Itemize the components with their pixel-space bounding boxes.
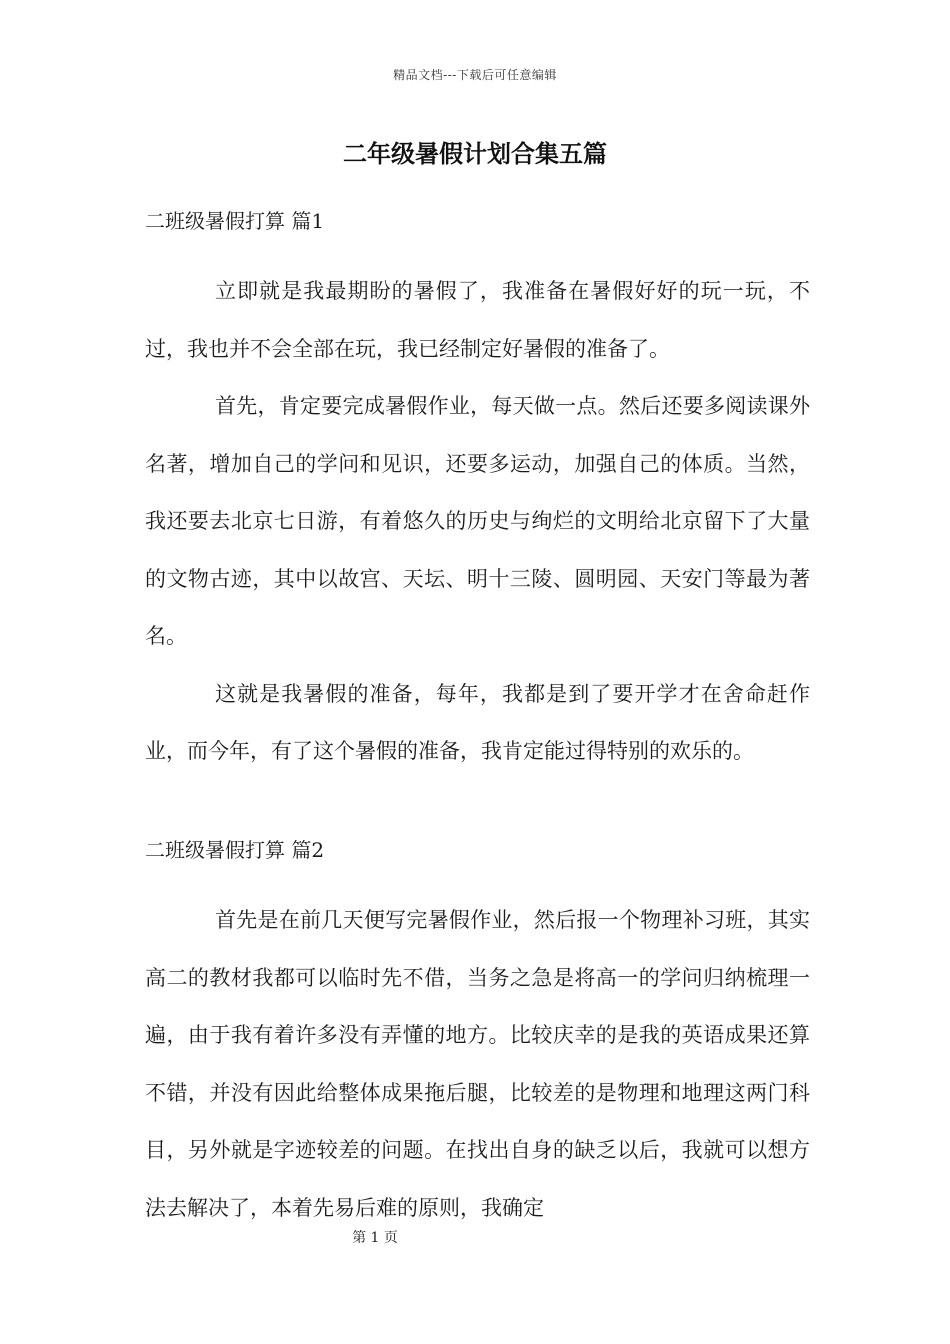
- paragraph: 首先是在前几天便写完暑假作业，然后报一个物理补习班，其实高二的教材我都可以临时先不借，当务之急是将高一的学问归纳梳理一遍，由于我有着许多没有弄懂的地方。比较庆幸的是我的英语成果还算不错，并没有因此给整体成果拖后腿，比较差的是物理和地理这两门科目，另外就是字迹较差的问题。在找出自身的缺乏以后，我就可以想方法去解决了，本着先易后难的原则，我确定: [145, 908, 810, 1220]
- paragraph: 这就是我暑假的准备，每年，我都是到了要开学才在舍命赶作业，而今年，有了这个暑假的准备，我肯定能过得特别的欢乐的。: [145, 681, 810, 763]
- paragraph: 立即就是我最期盼的暑假了，我准备在暑假好好的玩一玩，不过，我也并不会全部在玩，我已经制定好暑假的准备了。: [145, 279, 810, 361]
- page-header: 精品文档---下载后可任意编辑: [393, 68, 557, 82]
- section-1: [145, 207, 810, 781]
- page-number: 第 1 页: [352, 1230, 398, 1246]
- section-heading: 二班级暑假打算 篇1: [145, 209, 325, 233]
- section-2: [145, 836, 810, 1237]
- document-title: 二年级暑假计划合集五篇: [343, 139, 607, 168]
- section-heading: 二班级暑假打算 篇2: [145, 838, 325, 862]
- paragraph: 首先，肯定要完成暑假作业，每天做一点。然后还要多阅读课外名著，增加自己的学问和见识，还要多运动，加强自己的体质。当然，我还要去北京七日游，有着悠久的历史与绚烂的文明给北京留下了大量的文物古迹，其中以故宫、天坛、明十三陵、圆明园、天安门等最为著名。: [145, 394, 810, 648]
